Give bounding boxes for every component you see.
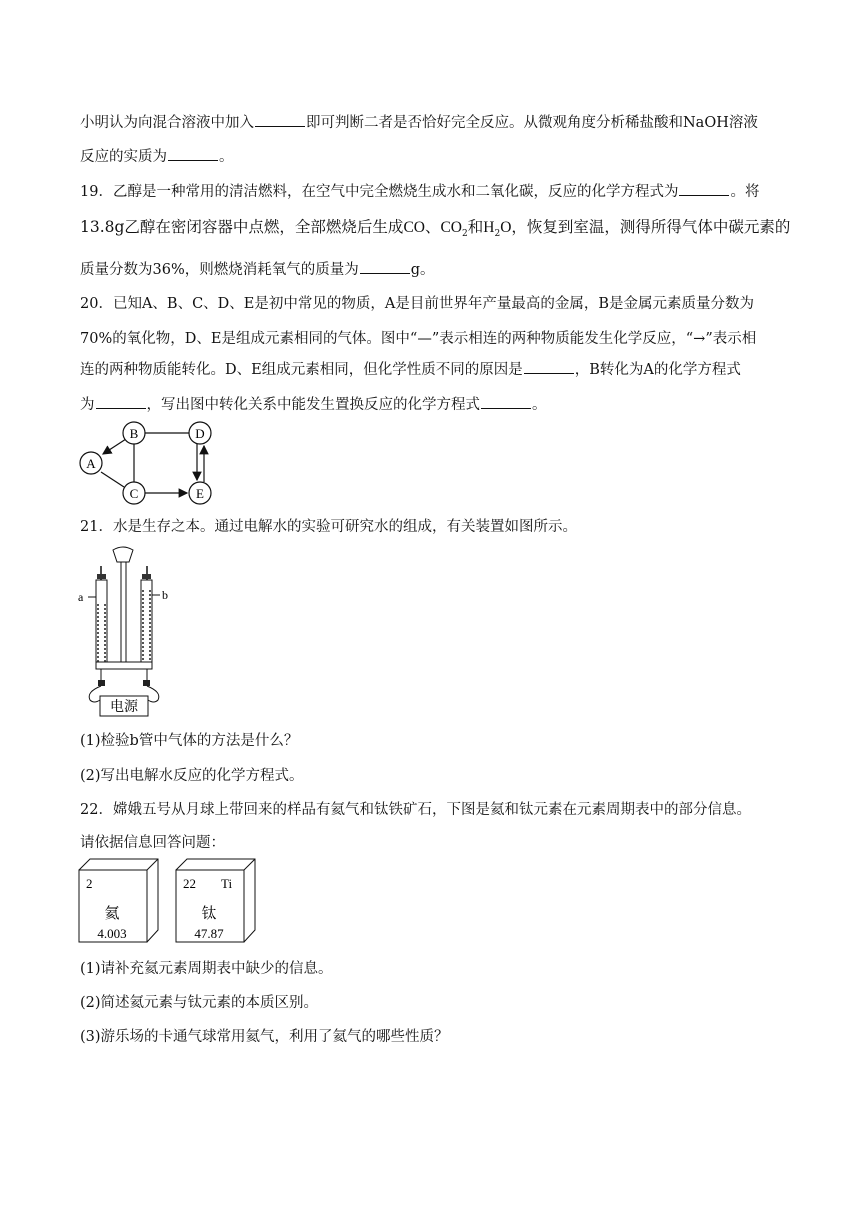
electrolysis-apparatus <box>76 544 176 720</box>
edge-a-c <box>101 472 124 487</box>
q22-line-2: 请依据信息回答问题： <box>80 835 225 851</box>
q21-sub-2: (2)写出电解水反应的化学方程式。 <box>80 768 304 784</box>
node-c <box>123 482 145 504</box>
q22-sub-3: (3)游乐场的卡通气球常用氦气，利用了氦气的哪些性质？ <box>80 1029 449 1045</box>
label-a: a <box>78 590 84 604</box>
ti-atomic-number: 22 <box>183 876 196 891</box>
electrode-b <box>143 680 150 686</box>
q20-line-3: 连的两种物质能转化。D、E组成元素相同，但化学性质不同的原因是 ，B转化为A的化学方程式 <box>80 359 741 380</box>
ti-atomic-mass: 47.87 <box>194 926 224 941</box>
titanium-element-cell <box>175 858 259 946</box>
q22-sub-2: (2)简述氦元素与钛元素的本质区别。 <box>80 995 319 1011</box>
ti-name: 钛 <box>201 904 217 922</box>
q20-line-1: 20．已知A、B、C、D、E是初中常见的物质，A是目前世界年产量最高的金属，B是金属元素质量分数为 <box>80 296 755 312</box>
svg-text:A: A <box>86 456 96 471</box>
stopcock-a <box>97 574 106 579</box>
svg-text:B: B <box>129 426 139 441</box>
q22-line-1: 22．嫦娥五号从月球上带回来的样品有氦气和钛铁矿石，下图是氦和钛元素在元素周期表中的部分信息。 <box>80 802 751 818</box>
label-b: b <box>162 588 168 602</box>
answer-blank[interactable] <box>481 394 531 409</box>
q19-line-1: 19．乙醇是一种常用的清洁燃料，在空气中完全燃烧生成水和二氧化碳，反应的化学方程式为 。将 <box>80 181 759 202</box>
answer-blank[interactable] <box>524 359 574 374</box>
q18-line-1: 小明认为向混合溶液中加入 即可判断二者是否恰好完全反应。从微观角度分析稀盐酸和NaOH溶液 <box>80 112 758 133</box>
electrode-a <box>98 680 105 686</box>
helium-element-cell <box>78 858 162 946</box>
answer-blank[interactable] <box>255 112 305 127</box>
q22-sub-1: (1)请补充氦元素周期表中缺少的信息。 <box>80 961 333 977</box>
answer-blank[interactable] <box>679 181 729 196</box>
funnel <box>113 547 133 562</box>
stopcock-b <box>142 574 151 579</box>
q20-line-4: 为 ，写出图中转化关系中能发生置换反应的化学方程式 。 <box>80 394 547 415</box>
svg-text:C: C <box>129 486 139 501</box>
ti-symbol: Ti <box>221 876 233 891</box>
answer-blank[interactable] <box>360 259 410 274</box>
q19-line-3: 质量分数为36%，则燃烧消耗氧气的质量为 g。 <box>80 259 435 280</box>
answer-blank[interactable] <box>168 146 218 161</box>
node-b <box>123 422 145 444</box>
he-name: 氦 <box>104 904 120 922</box>
node-d <box>189 422 211 444</box>
edge-b-a <box>103 439 126 454</box>
node-a <box>80 452 102 474</box>
q21-sub-1: (1)检验b管中气体的方法是什么？ <box>80 733 299 749</box>
q20-line-2: 70%的氧化物，D、E是组成元素相同的气体。图中“—”表示相连的两种物质能发生化学反应，“→”表示相 <box>80 331 757 347</box>
svg-text:E: E <box>196 486 204 501</box>
q21-line-1: 21．水是生存之本。通过电解水的实验可研究水的组成，有关装置如图所示。 <box>80 519 577 535</box>
node-e <box>189 482 211 504</box>
q18-line-2: 反应的实质为 。 <box>80 146 234 167</box>
power-label: 电源 <box>110 699 138 715</box>
svg-text:D: D <box>195 426 205 441</box>
q19-line-2: 13.8g乙醇在密闭容器中点燃，全部燃烧后生成CO、$CO_2$和$H_2O$，恢复到室温，测得所得气体中碳元素的 <box>80 218 791 240</box>
he-atomic-number: 2 <box>86 876 93 891</box>
reaction-network-diagram <box>76 420 226 510</box>
he-atomic-mass: 4.003 <box>97 926 127 941</box>
answer-blank[interactable] <box>96 394 146 409</box>
